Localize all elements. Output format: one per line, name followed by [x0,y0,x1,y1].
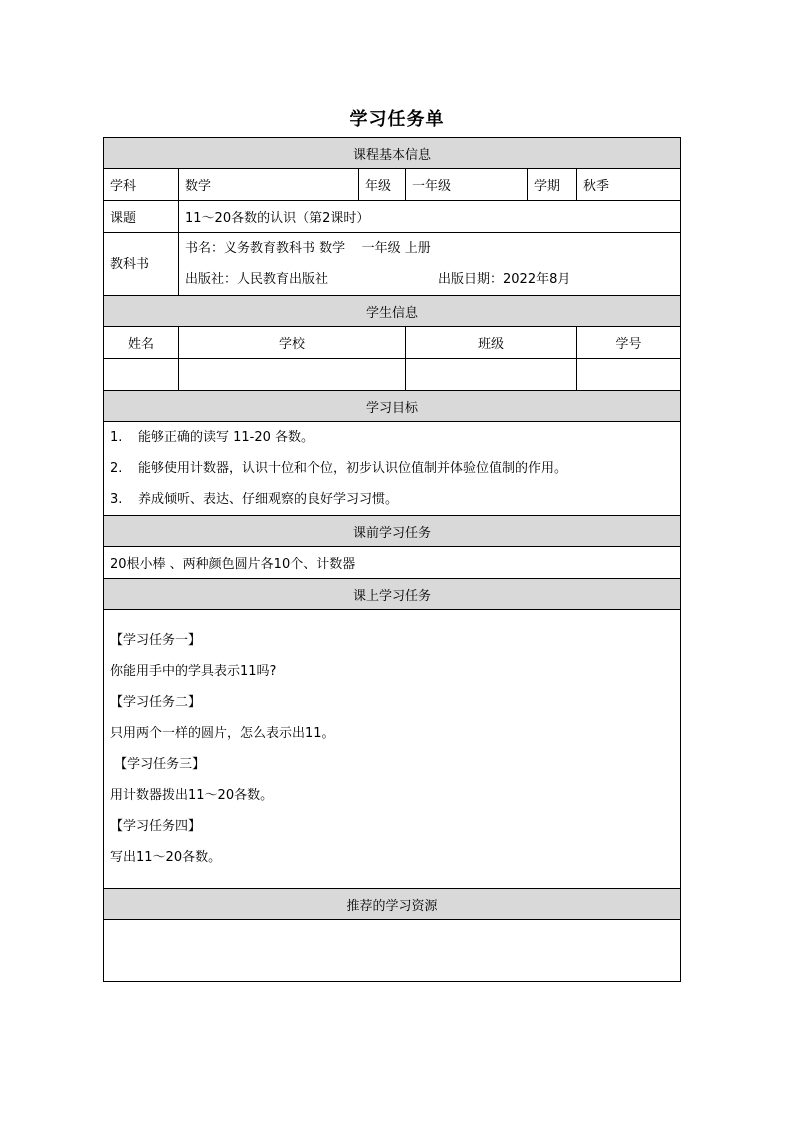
textbook-info [179,233,681,296]
pre-task-header: 课前学习任务 [104,516,681,547]
goal-number: 3. [110,492,123,507]
pre-task-header-row [104,516,681,547]
goal-item [110,422,674,453]
basic-info-header: 课程基本信息 [104,138,681,169]
textbook-label: 教科书 [110,256,150,272]
pre-task-row [104,547,681,579]
subject-row [104,169,681,201]
task-one-heading: 【学习任务一】 [110,633,202,648]
class-task-row [104,610,681,889]
task-four-heading: 【学习任务四】 [110,819,202,834]
basic-info-header-row [104,138,681,169]
task-four-text: 写出11～20各数。 [110,850,222,865]
student-class-field[interactable] [406,359,577,391]
goal-text: 养成倾听、表达、仔细观察的良好学习习惯。 [138,492,399,507]
student-school-field[interactable] [179,359,406,391]
resources-header: 推荐的学习资源 [104,889,681,920]
goal-text: 能够正确的读写 11-20 各数。 [138,430,315,445]
topic-value: 11～20各数的认识（第2课时） [179,201,681,233]
goal-item [110,453,674,484]
textbook-label-cell [104,233,179,296]
student-id-field[interactable] [577,359,681,391]
resources-content[interactable] [104,920,681,982]
goals-row [104,422,681,516]
student-col-school: 学校 [179,327,406,359]
task-two-heading: 【学习任务二】 [110,695,202,710]
goals-header: 学习目标 [104,391,681,422]
textbook-row [104,233,681,296]
task-two-text: 只用两个一样的圆片，怎么表示出11。 [110,726,335,741]
class-task-list [104,610,681,889]
goals-list [104,422,681,516]
textbook-publisher: 出版社：人民教育出版社 [185,272,329,287]
goals-header-row [104,391,681,422]
topic-row [104,201,681,233]
term-value: 秋季 [577,169,681,201]
class-task-header: 课上学习任务 [104,579,681,610]
task-one-text: 你能用手中的学具表示11吗? [110,664,277,679]
grade-value: 一年级 [406,169,528,201]
student-col-id: 学号 [577,327,681,359]
textbook-publisher-line [185,264,674,295]
student-name-field[interactable] [104,359,179,391]
goal-item [110,484,674,515]
topic-label: 课题 [104,201,179,233]
subject-value: 数学 [179,169,359,201]
term-label: 学期 [528,169,577,201]
student-columns-row [104,327,681,359]
textbook-name: 书名：义务教育教科书 数学 一年级 上册 [185,241,431,256]
resources-row [104,920,681,982]
pre-task-text: 20根小棒 、两种颜色圆片各10个、计数器 [104,547,681,579]
resources-header-row [104,889,681,920]
grade-label: 年级 [359,169,406,201]
student-info-header-row [104,296,681,327]
goal-number: 1. [110,430,123,445]
class-task-header-row [104,579,681,610]
page-title: 学习任务单 [349,109,445,130]
goal-number: 2. [110,461,123,476]
textbook-pub-date: 出版日期：2022年8月 [438,272,571,287]
subject-label: 学科 [104,169,179,201]
task-sheet-table [103,137,681,982]
task-three-text: 用计数器拨出11～20各数。 [110,788,274,803]
goal-text: 能够使用计数器，认识十位和个位，初步认识位值制并体验位值制的作用。 [138,461,568,476]
student-info-header: 学生信息 [104,296,681,327]
task-three-heading: 【学习任务三】 [110,757,206,772]
student-col-name: 姓名 [104,327,179,359]
student-col-class: 班级 [406,327,577,359]
student-entry-row [104,359,681,391]
